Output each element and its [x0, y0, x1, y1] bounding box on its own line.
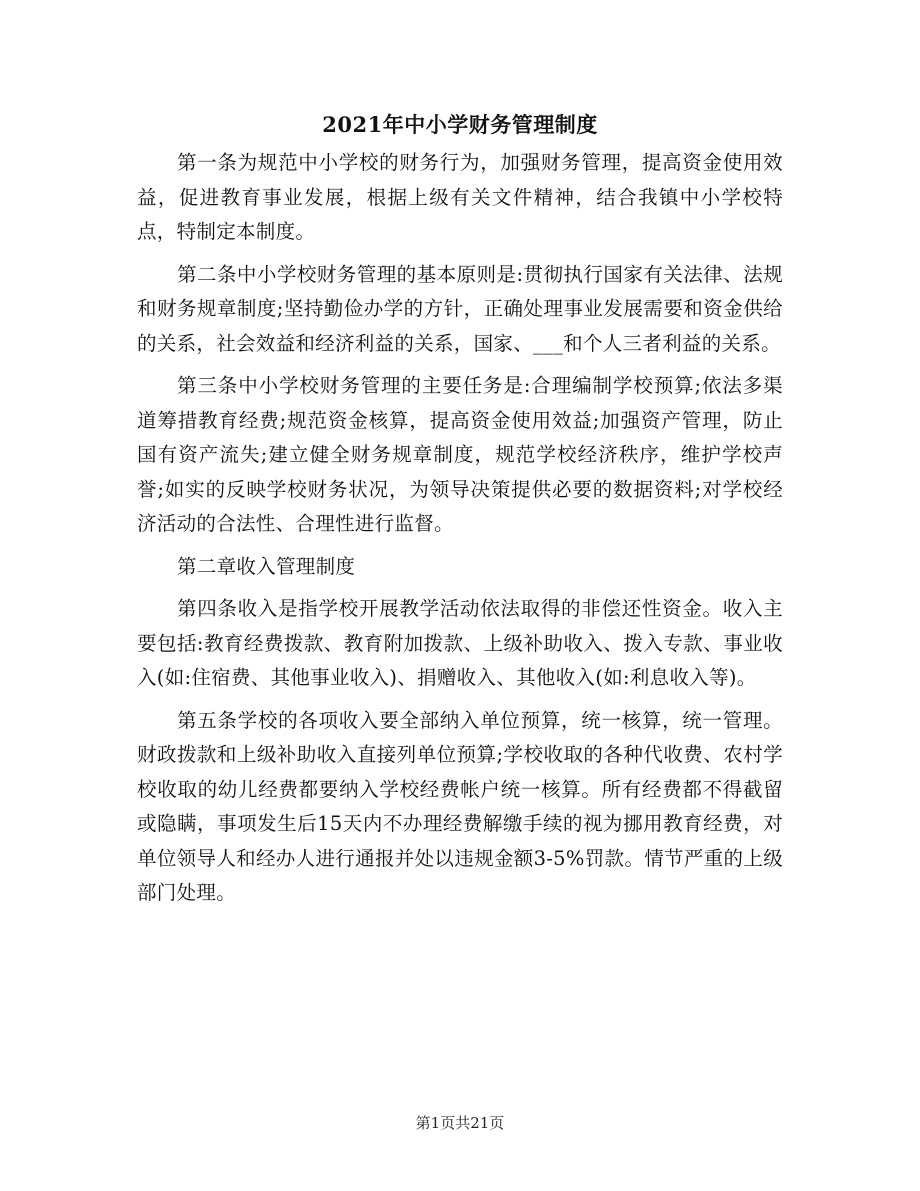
- page-number-footer: 第1页共21页: [415, 1114, 505, 1132]
- document-title: 2021年中小学财务管理制度: [322, 112, 598, 137]
- document-body: [137, 146, 783, 919]
- paragraph-article-3: 第三条中小学校财务管理的主要任务是:合理编制学校预算;依法多渠道筹措教育经费;规范资金核算，提高资金使用效益;加强资产管理，防止国有资产流失;建立健全财务规章制度，规范学校经济秩序，维护学校声誉;如实的反映学校财务状况，为领导决策提供必要的数据资料;对学校经济活动的合法性、合理性进行监督。: [137, 374, 783, 535]
- paragraph-article-5: 第五条学校的各项收入要全部纳入单位预算，统一核算，统一管理。财政拨款和上级补助收入直接列单位预算;学校收取的各种代收费、农村学校收取的幼儿经费都要纳入学校经费帐户统一核算。所有经费都不得截留或隐瞒，事项发生后15天内不办理经费解缴手续的视为挪用教育经费，对单位领导人和经办人进行通报并处以违规金额3-5%罚款。情节严重的上级部门处理。: [137, 708, 783, 904]
- chapter-heading: 第二章收入管理制度: [177, 554, 356, 578]
- paragraph-article-1: 第一条为规范中小学校的财务行为，加强财务管理，提高资金使用效益，促进教育事业发展，根据上级有关文件精神，结合我镇中小学校特点，特制定本制度。: [137, 151, 783, 243]
- paragraph-article-4: 第四条收入是指学校开展教学活动依法取得的非偿还性资金。收入主要包括:教育经费拨款、教育附加拨款、上级补助收入、拨入专款、事业收入(如:住宿费、其他事业收入)、捐赠收入、其他收入(如:利息收入等)。: [137, 597, 783, 689]
- paragraph-article-2: 第二条中小学校财务管理的基本原则是:贯彻执行国家有关法律、法规和财务规章制度;坚持勤俭办学的方针，正确处理事业发展需要和资金供给的关系，社会效益和经济利益的关系，国家、___和个人三者利益的关系。: [137, 262, 783, 355]
